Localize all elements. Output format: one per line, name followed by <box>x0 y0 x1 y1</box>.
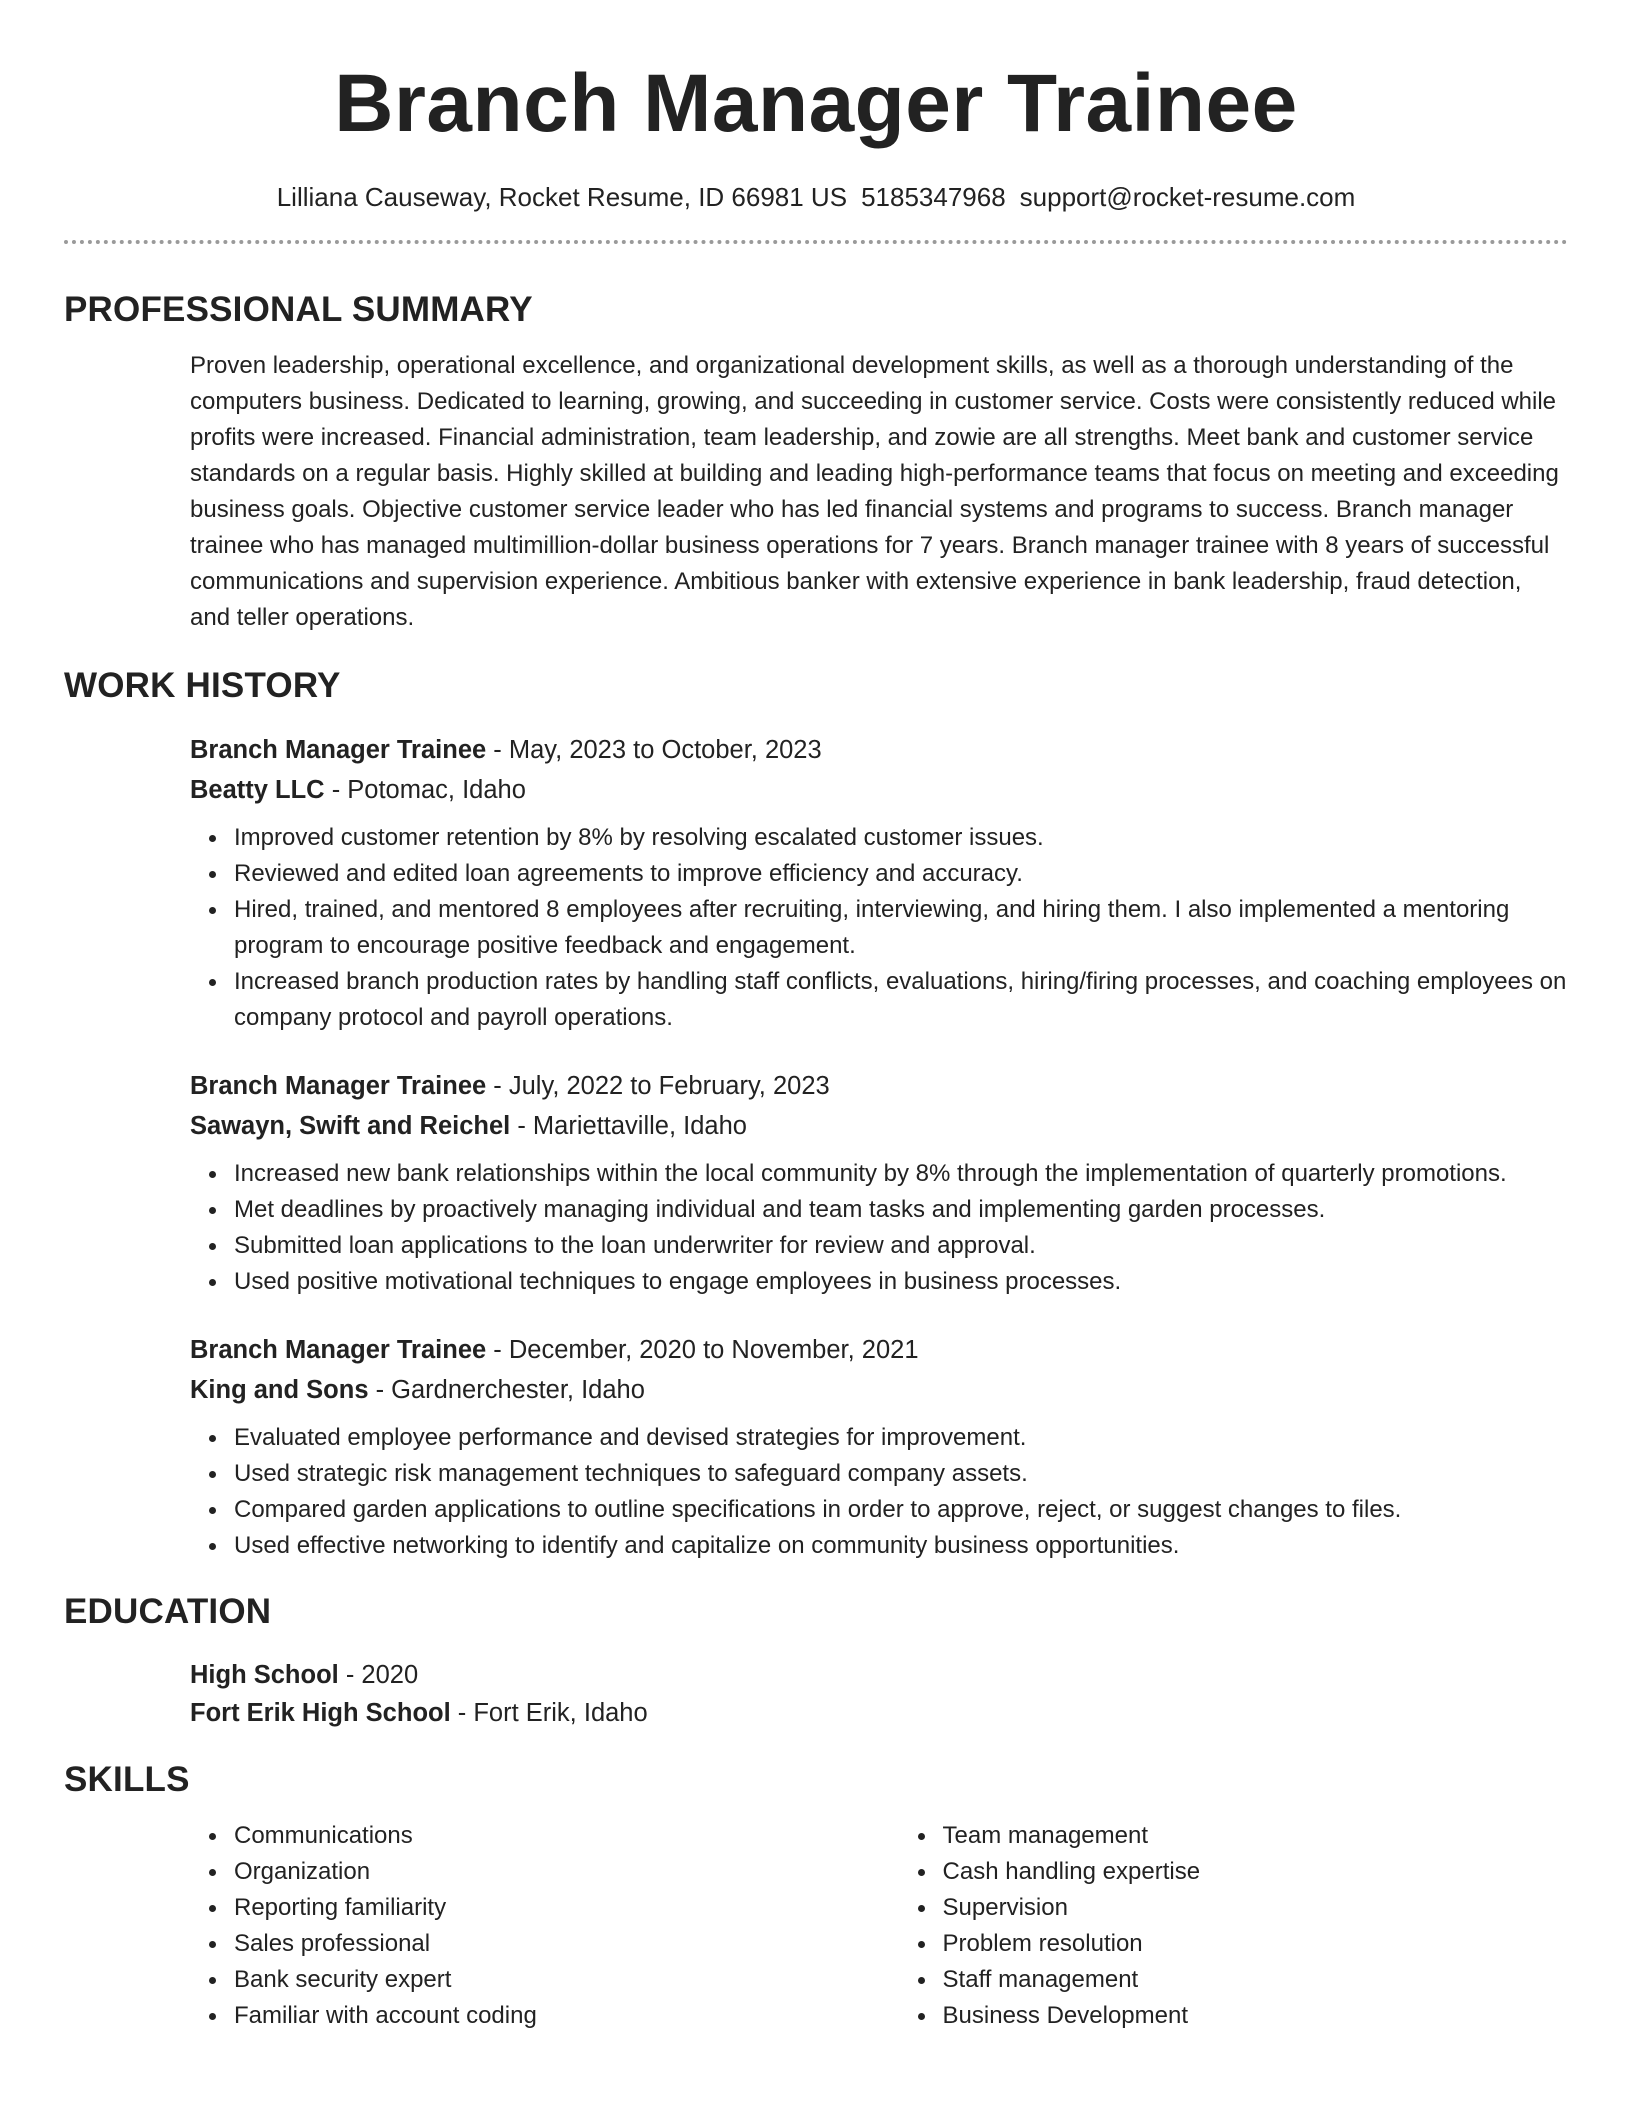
job-company-line <box>190 1370 1568 1410</box>
job-bullet: Evaluated employee performance and devised strategies for improvement. <box>234 1420 1568 1456</box>
skill-item: Team management <box>943 1818 1568 1854</box>
job-company-line <box>190 1106 1568 1146</box>
skills-column-left <box>190 1818 899 2034</box>
job-bullets <box>190 1420 1568 1564</box>
skill-item: Communications <box>234 1818 899 1854</box>
skill-item: Business Development <box>943 1998 1568 2034</box>
job-bullet: Hired, trained, and mentored 8 employees after recruiting, interviewing, and hiring them. I also implemented a mentoring program to encourage positive feedback and engagement. <box>234 892 1568 964</box>
job-role: Branch Manager Trainee <box>190 1072 487 1100</box>
skill-item: Sales professional <box>234 1926 899 1962</box>
job-bullet: Increased new bank relationships within the local community by 8% through the implementation of quarterly promotions. <box>234 1156 1568 1192</box>
contact-phone: 5185347968 <box>861 182 1006 212</box>
education-school: Fort Erik High School <box>190 1699 451 1727</box>
job-dates: - May, 2023 to October, 2023 <box>486 736 822 764</box>
education-heading: EDUCATION <box>64 1592 272 1631</box>
skill-item: Supervision <box>943 1890 1568 1926</box>
job-bullet: Used positive motivational techniques to engage employees in business processes. <box>234 1264 1568 1300</box>
skill-item: Organization <box>234 1854 899 1890</box>
job-bullet: Reviewed and edited loan agreements to improve efficiency and accuracy. <box>234 856 1568 892</box>
job-bullet: Improved customer retention by 8% by resolving escalated customer issues. <box>234 820 1568 856</box>
job-dates: - December, 2020 to November, 2021 <box>486 1336 919 1364</box>
skill-item: Bank security expert <box>234 1962 899 1998</box>
education-location: - Fort Erik, Idaho <box>450 1699 648 1727</box>
skill-item: Problem resolution <box>943 1926 1568 1962</box>
skills-grid <box>190 1818 1568 2034</box>
summary-heading: PROFESSIONAL SUMMARY <box>64 290 533 329</box>
summary-text: Proven leadership, operational excellence, and organizational development skills, as well as a thorough understanding of the computers business. Dedicated to learning, growing, and succeeding in customer service. Costs were consistently reduced while profits were increased. Financial administration, team leadership, and zowie are all strengths. Meet bank and customer service standards on a regular basis. Highly skilled at building and leading high-performance teams that focus on meeting and exceeding business goals. Objective customer service leader who has led financial systems and programs to success. Branch manager trainee who has managed multimillion-dollar business operations for 7 years. Branch manager trainee with 8 years of successful communications and supervision experience. Ambitious banker with extensive experience in bank leadership, fraud detection, and teller operations. <box>190 352 1559 631</box>
job-bullets <box>190 1156 1568 1300</box>
job-location: - Potomac, Idaho <box>324 776 526 804</box>
contact-address: Lilliana Causeway, Rocket Resume, ID 66981 US <box>276 182 848 212</box>
education-year: - 2020 <box>338 1661 419 1689</box>
job-entry <box>190 1330 1568 1564</box>
skill-item: Familiar with account coding <box>234 1998 899 2034</box>
job-location: - Mariettaville, Idaho <box>510 1112 747 1140</box>
job-company: Beatty LLC <box>190 776 325 804</box>
skill-item: Staff management <box>943 1962 1568 1998</box>
education-school-line <box>190 1694 1568 1732</box>
job-title-line <box>190 1330 1568 1370</box>
job-bullet: Compared garden applications to outline specifications in order to approve, reject, or suggest changes to files. <box>234 1492 1568 1528</box>
skills-column-right <box>899 1818 1568 2034</box>
job-title-line <box>190 730 1568 770</box>
job-bullet: Used effective networking to identify and capitalize on community business opportunities. <box>234 1528 1568 1564</box>
contact-email: support@rocket-resume.com <box>1019 182 1356 212</box>
skill-item: Reporting familiarity <box>234 1890 899 1926</box>
skills-heading: SKILLS <box>64 1760 190 1799</box>
job-company-line <box>190 770 1568 810</box>
education-degree-line <box>190 1656 1568 1694</box>
job-bullet: Submitted loan applications to the loan underwriter for review and approval. <box>234 1228 1568 1264</box>
job-entry <box>190 730 1568 1036</box>
job-company: King and Sons <box>190 1376 369 1404</box>
job-company: Sawayn, Swift and Reichel <box>190 1112 511 1140</box>
job-role: Branch Manager Trainee <box>190 736 487 764</box>
header-divider <box>64 240 1568 244</box>
job-entry <box>190 1066 1568 1300</box>
job-bullet: Used strategic risk management techniques to safeguard company assets. <box>234 1456 1568 1492</box>
contact-line <box>64 180 1568 214</box>
job-title-line <box>190 1066 1568 1106</box>
resume-page <box>64 0 1568 2034</box>
job-bullet: Met deadlines by proactively managing individual and team tasks and implementing garden processes. <box>234 1192 1568 1228</box>
education-entry <box>190 1656 1568 1732</box>
work-history-heading: WORK HISTORY <box>64 666 341 705</box>
job-bullet: Increased branch production rates by handling staff conflicts, evaluations, hiring/firing processes, and coaching employees on company protocol and payroll operations. <box>234 964 1568 1036</box>
job-dates: - July, 2022 to February, 2023 <box>486 1072 830 1100</box>
job-role: Branch Manager Trainee <box>190 1336 487 1364</box>
education-degree: High School <box>190 1661 339 1689</box>
skill-item: Cash handling expertise <box>943 1854 1568 1890</box>
job-bullets <box>190 820 1568 1036</box>
candidate-name: Branch Manager Trainee <box>334 58 1298 149</box>
job-location: - Gardnerchester, Idaho <box>368 1376 645 1404</box>
